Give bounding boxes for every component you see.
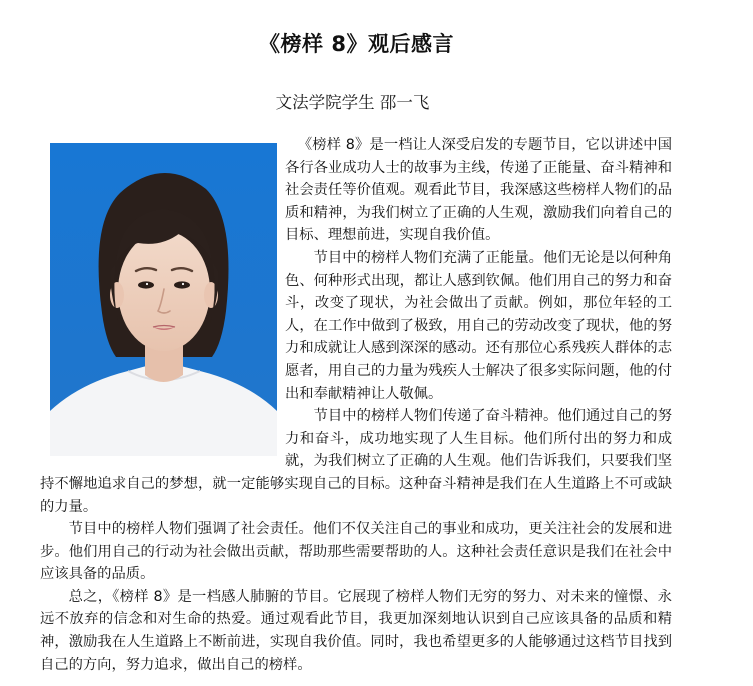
- article-body: [40, 134, 672, 676]
- student-portrait-photo: [50, 143, 277, 456]
- author-line: 文法学院学生 邵一飞: [275, 93, 430, 112]
- paragraph-social-responsibility: 节目中的榜样人物们强调了社会责任。他们不仅关注自己的事业和成功，更关注社会的发展和进步。他们用自己的行动为社会做出贡献，帮助那些需要帮助的人。这种社会责任意识是我们在社会中应该具备的品质。: [40, 521, 672, 583]
- paragraph-conclusion: 总之，《榜样 8》是一档感人肺腑的节目。它展现了榜样人物们无穷的努力、对未来的憧憬、永远不放弃的信念和对生命的热爱。通过观看此节目，我更加深刻地认识到自己应该具备的品质和精神，激励我在人生道路上不断前进，实现自我价值。同时，我也希望更多的人能够通过这档节目找到自己的方向，努力追求，做出自己的榜样。: [40, 588, 672, 673]
- paragraph-striving-spirit: 节目中的榜样人物们传递了奋斗精神。他们通过自己的努力和奋斗，成功地实现了人生目标。他们所付出的努力和成就，为我们树立了正确的人生观。他们告诉我们，只要我们坚持不懈地追求自己的梦想，就一定能够实现自己的目标。这种奋斗精神是我们在人生道路上不可或缺的力量。: [40, 408, 672, 515]
- paragraph-intro: 《榜样 8》是一档让人深受启发的专题节目，它以讲述中国各行各业成功人士的故事为主线，传递了正能量、奋斗精神和社会责任等价值观。观看此节目，我深感这些榜样人物们的品质和精神，为我们树立了正确的人生观，激励我们向着自己的目标、理想前进，实现自我价值。: [285, 137, 672, 244]
- portrait-icon: [50, 143, 277, 456]
- paragraph-positive-energy: 节目中的榜样人物们充满了正能量。他们无论是以何种角色、何种形式出现，都让人感到钦佩。他们用自己的努力和奋斗，改变了现状，为社会做出了贡献。例如，那位年轻的工人，在工作中做到了极致，用自己的劳动改变了现状，他的努力和成就让人感到深深的感动。还有那位心系残疾人群体的志愿者，用自己的力量为残疾人士解决了很多实际问题，他的付出和奉献精神让人敬佩。: [285, 249, 672, 402]
- article-title: 《榜样 8》观后感言: [259, 32, 454, 56]
